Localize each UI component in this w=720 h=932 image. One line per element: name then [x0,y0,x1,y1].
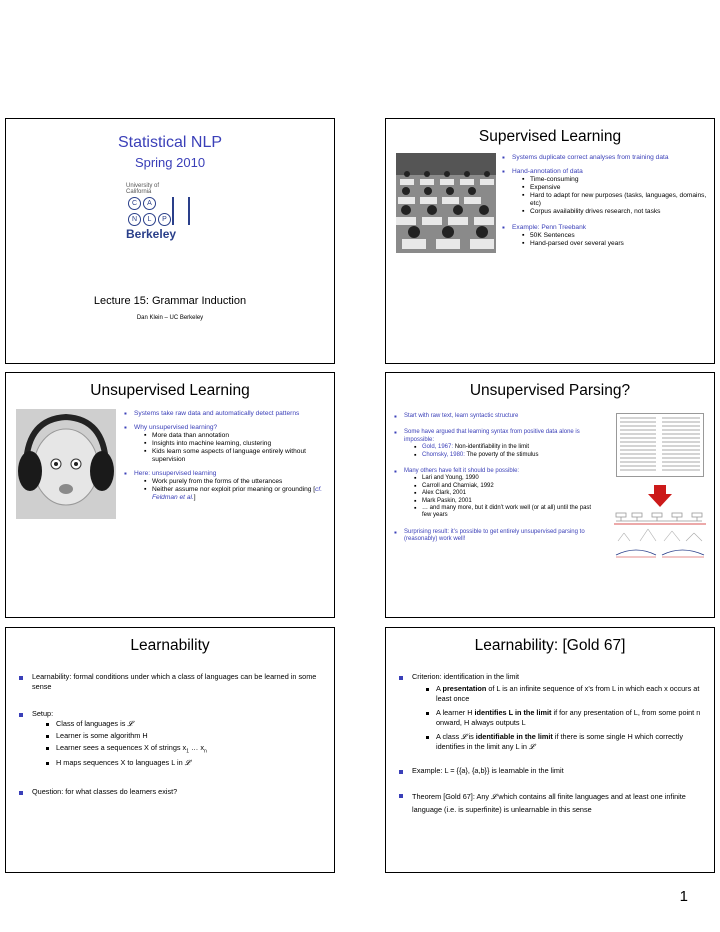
slide4-b2-sub-1 [414,444,594,451]
slide1-author: Dan Klein – UC Berkeley [136,315,204,321]
slide5-b2-s4-calL: 𝓛 [184,758,191,768]
slide6-bullet-1 [398,672,708,752]
slide3-bullet-1 [124,410,324,418]
slide6-bullets [398,672,708,816]
slide-title [5,118,335,364]
slide5-b2-sub-1 [46,719,328,729]
slide3-feldman-cite: Feldman et al. [152,494,194,501]
slide4-bullet-1 [394,413,594,420]
slide5-b2-s1-calL: 𝓛 [127,719,133,728]
slide4-b1-text: Start with raw text, learn syntactic structure [404,413,519,419]
slide1-subtitle: Spring 2010 [134,155,206,170]
slide6-b1-sub-2 [426,708,708,728]
slide2-b2-sub-3: ▪ Hard to adapt for new purposes (tasks, languages, domains, etc) [522,192,712,208]
logo-circle-l: L [143,213,156,226]
slide4-b3-sub-3: ▪ Alex Clark, 2001 [414,490,594,497]
slide6-b1-sub-3 [426,732,708,752]
page-number: 1 [679,888,688,905]
logo-bars [172,197,190,225]
slide2-b2-sub-2: ▪ Expensive [522,184,712,192]
slide5-title: Learnability [130,637,210,654]
slide6-s1b: presentation [442,684,487,693]
slide4-b3-sub-5: ▪ … and many more, but it didn’t work well (or at all) until the past few years [414,505,594,520]
slide6-b3-calL: 𝓛 [491,792,497,801]
slide4-gold-text: Non-identifiability in the limit [453,444,530,451]
slide2-b2-text: Hand-annotation of data [512,168,583,175]
slide5-b2-s1-text: Class of languages is [56,719,128,728]
slide4-b3-text: Many others have felt it should be possible: [404,468,520,475]
slide2-bullet-1 [502,154,712,162]
logo-circle-a: A [143,197,156,210]
slide6-b3a: Theorem [Gold 67]: Any [412,792,492,801]
slide-unsupervised-parsing [385,372,715,618]
slide3-b2-sub-1: ▪ More data than annotation [144,432,324,440]
slide6-b3b: which contains all finite languages and at least one infinite language (i.e. is superfinite) is unlearnable in this sense [412,792,686,814]
slide1-title: Statistical NLP [117,134,223,151]
slide6-bullet-2: Example: L = {{a}, {a,b}} is learnable in the limit [398,766,708,776]
slide4-bullets [394,413,594,544]
slide6-s2b: identifies L in the limit [474,708,552,717]
slide6-s1a: A [436,684,443,693]
slide3-b3-text: Here: unsupervised learning [134,470,217,477]
slide4-b2-text: Some have argued that learning syntax from positive data alone is impossible: [404,429,580,443]
slide2-b2-sub-4: ▪ Corpus availability drives research, not tasks [522,208,712,216]
slide1-lecture: Lecture 15: Grammar Induction [93,295,247,307]
slide4-chomsky-text: The poverty of the stimulus [464,451,539,458]
slide3-title: Unsupervised Learning [90,382,250,399]
slide5-b2-sub-2: Learner is some algorithm H [46,731,328,741]
logo-circle-c: C [128,197,141,210]
slide3-b3-sub2-text: Neither assume nor exploit prior meaning or grounding [ [152,486,316,493]
slide5-bullet-3: Question: for what classes do learners exist? [18,787,328,797]
slide6-s2c: if for any presentation of L, from some point n onward, H always outputs L [436,708,701,727]
slide6-s3d: if there is some single H which correctly identifies in the limit any L in [436,732,683,751]
logo-line1: University of [126,183,160,189]
slide-unsupervised-learning [5,372,335,618]
slide5-b2-s3c: … x [188,743,204,752]
exam-hall-photo [396,153,496,253]
slide6-b1-sub-1 [426,684,708,704]
slide5-bullet-2 [18,709,328,768]
slide4-title: Unsupervised Parsing? [469,382,631,399]
red-down-arrow-icon [648,485,672,507]
slide4-b3-sub-1: ▪ Lari and Young, 1990 [414,475,594,482]
logo-circle-n: N [128,213,141,226]
slide3-bullet-3 [124,470,324,502]
slide3-b2-sub-2: ▪ Insights into machine learning, clustering [144,440,324,448]
slide4-gold-cite: Gold, 1967: [422,444,454,451]
slide3-b2-text: Why unsupervised learning? [134,424,218,431]
slide2-b2-sub-1: ▪ Time-consuming [522,176,712,184]
slide3-cf: cf. [315,486,323,493]
slide5-b2-text: Setup: [32,709,54,718]
slide2-b3-sub-2: ▪ Hand-parsed over several years [522,240,712,248]
slide2-bullet-2 [502,168,712,216]
slide6-s3b: is [466,732,476,741]
logo-line2: California [126,189,152,195]
slide3-b3-sub-2 [144,486,324,502]
slide3-bullet-2 [124,424,324,464]
slide4-b2-sub-2 [414,452,594,459]
logo-circles [126,197,196,227]
slide6-title: Learnability: [Gold 67] [474,637,626,654]
slide2-title: Supervised Learning [478,128,622,145]
slide2-b3-text: Example: Penn Treebank [512,224,587,231]
parse-tree-thumbnail [612,511,708,559]
slide5-b2-sub-4 [46,758,328,768]
baby-headphones-photo [16,409,116,519]
logo-berkeley-name: Berkeley [126,227,177,241]
slide5-bullet-1: Learnability: formal conditions under which a class of languages can be learned in some sense [18,672,328,692]
slide6-s3c: identifiable in the limit [475,732,553,741]
slide4-bullet-3 [394,468,594,520]
slide3-b3-sub-1: ▪ Work purely from the forms of the utterances [144,478,324,486]
slide5-b2-s4-text: H maps sequences X to languages L in [56,758,185,768]
slide5-b2-s3d: n [203,748,207,755]
slide4-b4-text: Surprising result: it’s possible to get entirely unsupervised parsing to (reasonably) work well! [404,528,585,543]
slide6-s3a: A class [436,732,462,741]
slide4-chomsky-cite: Chomsky, 1980: [422,451,465,458]
slide6-s1c: of L is an infinite sequence of x’s from L in which each x occurs at least once [436,684,700,703]
slide4-bullet-2 [394,429,594,459]
slide3-b1-text: Systems take raw data and automatically detect patterns [134,410,300,417]
slide-learnability [5,627,335,873]
slide6-s3-calL-2: 𝓛 [529,742,535,751]
raw-text-page-thumbnail [616,413,704,477]
slide4-b3-sub-2: ▪ Carroll and Charniak, 1992 [414,483,594,490]
logo-circle-p: P [158,213,171,226]
slide2-b3-sub-1: ▪ 50K Sentences [522,232,712,240]
slide6-s2a: A learner H [436,708,475,717]
slide4-bullet-4 [394,529,594,544]
slide3-bullets [124,410,324,502]
slide5-b2-s3b: 1 [186,748,189,755]
berkeley-logo [126,183,196,251]
slide-supervised-learning [385,118,715,364]
slide6-bullet-3 [398,790,708,816]
slide3-b2-sub-3: ▪ Kids learn some aspects of language entirely without supervision [144,448,324,464]
slide2-b1-text: Systems duplicate correct analyses from training data [512,154,669,161]
slide2-bullet-3 [502,224,712,248]
slide3-bracket-end: ] [193,494,196,501]
slide5-b2-sub-3 [46,743,328,756]
slide6-b1-text: Criterion: identification in the limit [412,672,520,681]
slide2-bullets [502,154,712,248]
slide5-bullets [18,672,328,797]
slide6-s3-calL-1: 𝓛 [461,732,467,741]
slide5-b2-s3a: Learner sees a sequences X of strings x [56,743,187,752]
slide-learnability-gold [385,627,715,873]
slide4-b3-sub-4: ▪ Mark Paskin, 2001 [414,498,594,505]
